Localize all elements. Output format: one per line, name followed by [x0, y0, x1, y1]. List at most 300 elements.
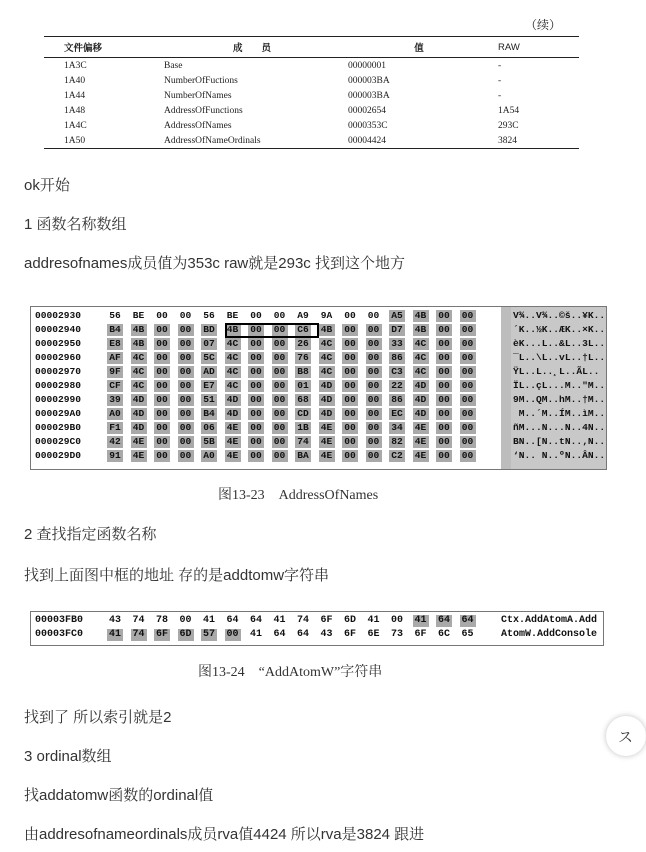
- hex-byte: 6F: [414, 629, 427, 640]
- paragraph: 找addatomw函数的ordinal值: [24, 787, 214, 804]
- hex-byte: 06: [201, 422, 217, 434]
- hex-byte: 6F: [343, 629, 356, 640]
- hex-byte: 42: [107, 436, 123, 448]
- hex-byte: 00: [342, 338, 358, 350]
- hex-byte: 39: [107, 394, 123, 406]
- hex-byte: 22: [389, 380, 405, 392]
- hex-byte: 91: [107, 450, 123, 462]
- hex-byte: 00: [460, 324, 476, 336]
- hex-byte: 4E: [225, 436, 241, 448]
- hex-byte: 00: [460, 310, 476, 322]
- hex-byte: 00: [156, 310, 168, 321]
- hex-byte: 26: [295, 338, 311, 350]
- hex-byte: 00: [178, 436, 194, 448]
- hex-byte: 00: [154, 366, 170, 378]
- hex-ascii: ´K..½K..ÆK..×K..: [513, 324, 606, 335]
- hex-byte: CD: [295, 408, 311, 420]
- hex-byte: 00: [460, 394, 476, 406]
- hex-byte: 00: [460, 422, 476, 434]
- hex-byte: 73: [390, 629, 403, 640]
- hex-byte: 4B: [131, 324, 147, 336]
- table-cell: 1A48: [64, 105, 86, 116]
- hex-byte: 00: [460, 408, 476, 420]
- hex-byte: 4D: [131, 408, 147, 420]
- hex-byte: 6D: [343, 615, 356, 626]
- hex-byte: F1: [107, 422, 123, 434]
- hex-byte: 4D: [413, 408, 429, 420]
- hex-byte: 86: [389, 394, 405, 406]
- hex-byte: 00: [460, 338, 476, 350]
- hex-byte: 9A: [320, 310, 333, 321]
- hex-byte: 00: [436, 380, 452, 392]
- hex-byte: 4D: [413, 380, 429, 392]
- hex-address: 00003FB0: [35, 615, 84, 626]
- hex-byte: 74: [296, 615, 309, 626]
- hex-byte: 00: [342, 366, 358, 378]
- hex-byte: 56: [203, 310, 215, 321]
- hex-ascii: ñM...N...N..4N..: [513, 422, 606, 433]
- hex-byte: 4B: [225, 324, 241, 336]
- hex-byte: 00: [436, 436, 452, 448]
- table-cell: 000003BA: [348, 90, 390, 101]
- hex-byte: 4D: [131, 422, 147, 434]
- hex-byte: 00: [248, 422, 264, 434]
- hex-byte: 00: [342, 324, 358, 336]
- hex-byte: 00: [436, 352, 452, 364]
- book-table-figure: [40, 12, 585, 162]
- hex-byte: 00: [366, 352, 382, 364]
- hex-byte: 4D: [319, 394, 335, 406]
- table-continued-label: （续）: [524, 18, 561, 32]
- hex-byte: 4E: [319, 450, 335, 462]
- hex-byte: 00: [179, 615, 192, 626]
- hex-byte: 00: [248, 366, 264, 378]
- table-header: 值: [344, 37, 494, 58]
- hex-byte: 00: [342, 436, 358, 448]
- hex-byte: 00: [178, 408, 194, 420]
- hex-byte: 78: [155, 615, 168, 626]
- hex-byte: 00: [154, 338, 170, 350]
- hex-byte: 00: [248, 450, 264, 462]
- hex-row: [31, 422, 606, 434]
- hex-byte: B4: [107, 324, 123, 336]
- hex-byte: 00: [154, 422, 170, 434]
- hex-byte: 00: [460, 380, 476, 392]
- hex-byte: 07: [201, 338, 217, 350]
- hex-byte: 00: [226, 629, 239, 640]
- table-cell: Base: [164, 60, 183, 71]
- paragraph-heading: 1 函数名称数组: [24, 216, 127, 233]
- hex-byte: 00: [178, 380, 194, 392]
- hex-byte: 64: [273, 629, 286, 640]
- hex-row: [31, 629, 603, 641]
- table-row: [44, 133, 579, 149]
- hex-row: [31, 310, 606, 322]
- hex-byte: 00: [436, 450, 452, 462]
- hex-byte: 86: [389, 352, 405, 364]
- hex-byte: 00: [342, 408, 358, 420]
- hex-byte: 00: [154, 380, 170, 392]
- table-cell: -: [498, 90, 502, 101]
- hex-address: 00002980: [35, 380, 82, 391]
- hex-byte: 4C: [225, 366, 241, 378]
- hex-byte: 4D: [319, 408, 335, 420]
- hex-byte: 4D: [319, 380, 335, 392]
- floating-action-button[interactable]: [606, 716, 646, 756]
- hex-ascii: ‘N.. N..ºN..ÂN..: [513, 450, 606, 461]
- table-cell: AddressOfFunctions: [164, 105, 243, 116]
- hex-address: 00002950: [35, 338, 82, 349]
- hex-byte: 4B: [413, 324, 429, 336]
- hex-byte: 4C: [413, 352, 429, 364]
- hex-byte: 00: [272, 408, 288, 420]
- hex-byte: 00: [248, 338, 264, 350]
- table-cell: 3824: [494, 133, 579, 149]
- hex-byte: BE: [132, 310, 145, 321]
- hex-byte: 00: [248, 436, 264, 448]
- figure-caption: 图13-23 AddressOfNames: [218, 488, 379, 503]
- table-cell: 00002654: [348, 105, 386, 116]
- hex-byte: 00: [367, 310, 380, 321]
- hex-byte: 00: [272, 324, 288, 336]
- hex-byte: 4E: [413, 450, 429, 462]
- hex-byte: 00: [342, 394, 358, 406]
- hex-byte: 6F: [155, 629, 168, 640]
- highlight-box: [225, 323, 319, 338]
- hex-byte: 00: [178, 394, 194, 406]
- hex-byte: 00: [178, 366, 194, 378]
- paragraph: ok开始: [24, 177, 70, 194]
- table-row: [44, 73, 579, 88]
- hex-byte: 00: [178, 324, 194, 336]
- hex-byte: 41: [273, 615, 286, 626]
- table-header: 文件偏移: [44, 37, 160, 58]
- hex-dump-addatomw-string: [30, 611, 604, 646]
- hex-byte: A0: [201, 450, 217, 462]
- hex-ascii: èK...L..&L..3L..: [513, 338, 606, 349]
- hex-byte: 74: [295, 436, 311, 448]
- hex-byte: 00: [344, 310, 356, 321]
- hex-byte: 51: [201, 394, 217, 406]
- table-header: RAW: [494, 37, 579, 58]
- hex-byte: 41: [249, 629, 262, 640]
- paragraph-heading: 2 查找指定函数名称: [24, 526, 157, 543]
- hex-byte: 41: [108, 629, 121, 640]
- table-cell: 00004424: [344, 133, 494, 149]
- hex-byte: 4C: [319, 366, 335, 378]
- hex-byte: BE: [226, 310, 239, 321]
- hex-address: 00003FC0: [35, 629, 84, 640]
- hex-byte: 00: [179, 310, 192, 321]
- table-cell: 1A4C: [64, 120, 87, 131]
- table-cell: -: [498, 60, 502, 71]
- hex-byte: 00: [272, 394, 288, 406]
- hex-byte: 00: [366, 338, 382, 350]
- hex-byte: 00: [178, 338, 194, 350]
- hex-byte: 34: [389, 422, 405, 434]
- hex-byte: 4C: [131, 380, 147, 392]
- hex-byte: 4E: [413, 436, 429, 448]
- hex-ascii: 9M..QM..hM..†M..: [513, 394, 606, 405]
- hex-byte: 00: [436, 366, 452, 378]
- hex-byte: 6C: [437, 629, 450, 640]
- hex-byte: 00: [154, 352, 170, 364]
- hex-byte: 00: [436, 422, 452, 434]
- floating-button-label: ス: [618, 729, 634, 746]
- hex-row: [31, 450, 606, 462]
- hex-byte: 5C: [201, 352, 217, 364]
- table-cell: 1A40: [64, 75, 86, 86]
- hex-byte: 4C: [319, 338, 335, 350]
- hex-byte: 64: [296, 629, 309, 640]
- table-cell: 293C: [498, 120, 519, 131]
- table-cell: AddressOfNameOrdinals: [160, 133, 344, 149]
- hex-address: 00002940: [35, 324, 82, 335]
- hex-byte: 74: [132, 615, 145, 626]
- hex-byte: 4C: [413, 366, 429, 378]
- hex-byte: 00: [154, 394, 170, 406]
- hex-byte: 00: [436, 324, 452, 336]
- hex-byte: 4C: [225, 352, 241, 364]
- hex-byte: 57: [202, 629, 215, 640]
- table-row: [44, 103, 579, 118]
- paragraph: 找到了 所以索引就是2: [24, 709, 172, 726]
- hex-byte: E8: [107, 338, 123, 350]
- table-header: 成 员: [160, 37, 344, 58]
- hex-byte: 00: [272, 352, 288, 364]
- hex-byte: 00: [342, 422, 358, 434]
- hex-byte: 4E: [413, 422, 429, 434]
- hex-byte: 01: [295, 380, 311, 392]
- hex-ascii: ŸL..L..¸L..ÃL..: [513, 366, 600, 377]
- table-row: [44, 88, 579, 103]
- hex-byte: BA: [295, 450, 311, 462]
- table-cell: 000003BA: [348, 75, 390, 86]
- hex-byte: 00: [272, 422, 288, 434]
- hex-byte: 00: [460, 450, 476, 462]
- hex-row: [31, 352, 606, 364]
- hex-byte: 43: [320, 629, 333, 640]
- hex-byte: 6F: [320, 615, 333, 626]
- hex-byte: 4D: [413, 394, 429, 406]
- hex-address: 000029C0: [35, 436, 82, 447]
- hex-byte: 4C: [131, 352, 147, 364]
- hex-row: [31, 338, 606, 350]
- table-header-row: [44, 37, 579, 58]
- hex-byte: 4E: [225, 422, 241, 434]
- hex-byte: 43: [108, 615, 121, 626]
- hex-row: [31, 408, 606, 420]
- hex-address: 00002960: [35, 352, 82, 363]
- hex-byte: 1B: [295, 422, 311, 434]
- hex-byte: 00: [154, 450, 170, 462]
- hex-byte: 00: [272, 366, 288, 378]
- hex-ascii: V¾..V¾..©š..¥K..: [513, 310, 606, 321]
- table-cell: NumberOfNames: [164, 90, 232, 101]
- hex-byte: 00: [460, 352, 476, 364]
- table-cell: 00000001: [348, 60, 386, 71]
- export-directory-table: [44, 36, 579, 149]
- hex-byte: 41: [202, 615, 215, 626]
- table-row: [44, 118, 579, 133]
- figure-caption: 图13-24 “AddAtomW”字符串: [198, 665, 383, 680]
- hex-byte: 00: [154, 408, 170, 420]
- hex-byte: 00: [248, 394, 264, 406]
- hex-byte: EC: [389, 408, 405, 420]
- hex-byte: 00: [154, 324, 170, 336]
- hex-byte: B4: [201, 408, 217, 420]
- hex-byte: 00: [436, 394, 452, 406]
- hex-byte: E7: [201, 380, 217, 392]
- hex-row: [31, 380, 606, 392]
- table-cell: NumberOfFuctions: [164, 75, 238, 86]
- table-cell: -: [498, 75, 502, 86]
- hex-ascii: ÏL..çL...M.."M..: [513, 380, 606, 391]
- hex-byte: 00: [366, 366, 382, 378]
- hex-byte: 76: [295, 352, 311, 364]
- hex-byte: 00: [390, 615, 403, 626]
- hex-byte: 64: [226, 615, 239, 626]
- hex-byte: 00: [342, 380, 358, 392]
- hex-byte: 4D: [225, 408, 241, 420]
- hex-byte: A5: [389, 310, 405, 322]
- hex-byte: C3: [389, 366, 405, 378]
- hex-byte: 00: [250, 310, 262, 321]
- hex-byte: C6: [295, 324, 311, 336]
- hex-byte: CF: [107, 380, 123, 392]
- hex-byte: 4B: [319, 324, 335, 336]
- hex-byte: 74: [132, 629, 145, 640]
- hex-byte: 5B: [201, 436, 217, 448]
- table-cell: 0000353C: [348, 120, 388, 131]
- hex-byte: 00: [366, 408, 382, 420]
- hex-byte: 00: [154, 436, 170, 448]
- hex-byte: 00: [366, 380, 382, 392]
- hex-byte: 6E: [367, 629, 380, 640]
- hex-ascii: ¯L..\L..vL..†L..: [513, 352, 606, 363]
- hex-byte: AD: [201, 366, 217, 378]
- hex-byte: 00: [248, 352, 264, 364]
- hex-byte: D7: [389, 324, 405, 336]
- hex-byte: A0: [107, 408, 123, 420]
- hex-ascii: M..´M..ÍM..ìM..: [513, 408, 606, 419]
- paragraph: 找到上面图中框的地址 存的是addtomw字符串: [24, 567, 330, 584]
- hex-byte: 00: [272, 380, 288, 392]
- hex-byte: 64: [461, 615, 474, 626]
- hex-row: [31, 436, 606, 448]
- paragraph: 由addresofnameordinals成员rva值4424 所以rva是3824 跟进: [24, 826, 425, 843]
- hex-byte: A9: [297, 310, 309, 321]
- hex-byte: 4C: [225, 338, 241, 350]
- hex-byte: 00: [248, 324, 264, 336]
- hex-byte: 00: [366, 324, 382, 336]
- hex-address: 00002930: [35, 310, 82, 321]
- hex-byte: 00: [436, 408, 452, 420]
- hex-byte: B8: [295, 366, 311, 378]
- hex-ascii: BN..[N..tN..‚N..: [513, 436, 606, 447]
- hex-byte: 4D: [225, 394, 241, 406]
- hex-byte: 4E: [225, 450, 241, 462]
- table-cell: 1A50: [44, 133, 160, 149]
- hex-byte: 00: [342, 450, 358, 462]
- hex-byte: 68: [295, 394, 311, 406]
- hex-byte: 00: [272, 436, 288, 448]
- hex-byte: 00: [178, 352, 194, 364]
- hex-byte: 4D: [131, 394, 147, 406]
- hex-byte: 9F: [107, 366, 123, 378]
- hex-byte: C2: [389, 450, 405, 462]
- hex-byte: 64: [249, 615, 262, 626]
- hex-byte: 00: [366, 436, 382, 448]
- hex-dump-address-of-names: [30, 306, 607, 470]
- hex-byte: 41: [414, 615, 427, 626]
- hex-byte: 82: [389, 436, 405, 448]
- hex-byte: 00: [273, 310, 286, 321]
- hex-byte: 00: [272, 450, 288, 462]
- paragraph: addresofnames成员值为353c raw就是293c 找到这个地方: [24, 255, 405, 272]
- hex-byte: 00: [460, 436, 476, 448]
- hex-row: [31, 615, 603, 627]
- hex-byte: 4B: [413, 310, 429, 322]
- hex-byte: 4B: [131, 338, 147, 350]
- hex-byte: 00: [436, 310, 452, 322]
- hex-byte: 56: [109, 310, 121, 321]
- hex-byte: 65: [461, 629, 474, 640]
- hex-byte: 4C: [319, 352, 335, 364]
- hex-byte: 00: [178, 450, 194, 462]
- hex-byte: 4C: [225, 380, 241, 392]
- table-cell: 1A3C: [64, 60, 87, 71]
- hex-byte: BD: [201, 324, 217, 336]
- hex-byte: 64: [437, 615, 450, 626]
- paragraph-heading: 3 ordinal数组: [24, 748, 112, 765]
- hex-byte: 4E: [131, 436, 147, 448]
- hex-byte: 4E: [319, 436, 335, 448]
- hex-row: [31, 366, 606, 378]
- hex-byte: 00: [366, 450, 382, 462]
- hex-byte: 00: [460, 366, 476, 378]
- hex-byte: 00: [366, 422, 382, 434]
- hex-byte: 00: [178, 422, 194, 434]
- table-cell: AddressOfNames: [164, 120, 232, 131]
- hex-byte: 00: [342, 352, 358, 364]
- hex-byte: 6D: [179, 629, 192, 640]
- hex-row: [31, 394, 606, 406]
- table-cell: 1A54: [498, 105, 520, 116]
- hex-byte: 4C: [413, 338, 429, 350]
- hex-byte: 00: [272, 338, 288, 350]
- table-cell: 1A44: [64, 90, 86, 101]
- hex-byte: 00: [436, 338, 452, 350]
- hex-byte: 4E: [131, 450, 147, 462]
- hex-address: 00002990: [35, 394, 82, 405]
- hex-ascii: Ctx.AddAtomA.Add: [501, 615, 598, 626]
- hex-address: 00002970: [35, 366, 82, 377]
- hex-byte: 00: [248, 380, 264, 392]
- table-row: [44, 58, 579, 74]
- hex-address: 000029A0: [35, 408, 82, 419]
- hex-byte: 4E: [319, 422, 335, 434]
- hex-byte: 4C: [131, 366, 147, 378]
- hex-byte: 33: [389, 338, 405, 350]
- hex-ascii: AtomW.AddConsole: [501, 629, 598, 640]
- hex-address: 000029D0: [35, 450, 82, 461]
- hex-byte: 41: [367, 615, 380, 626]
- hex-byte: AF: [107, 352, 123, 364]
- hex-byte: 00: [366, 394, 382, 406]
- hex-byte: 00: [248, 408, 264, 420]
- hex-address: 000029B0: [35, 422, 82, 433]
